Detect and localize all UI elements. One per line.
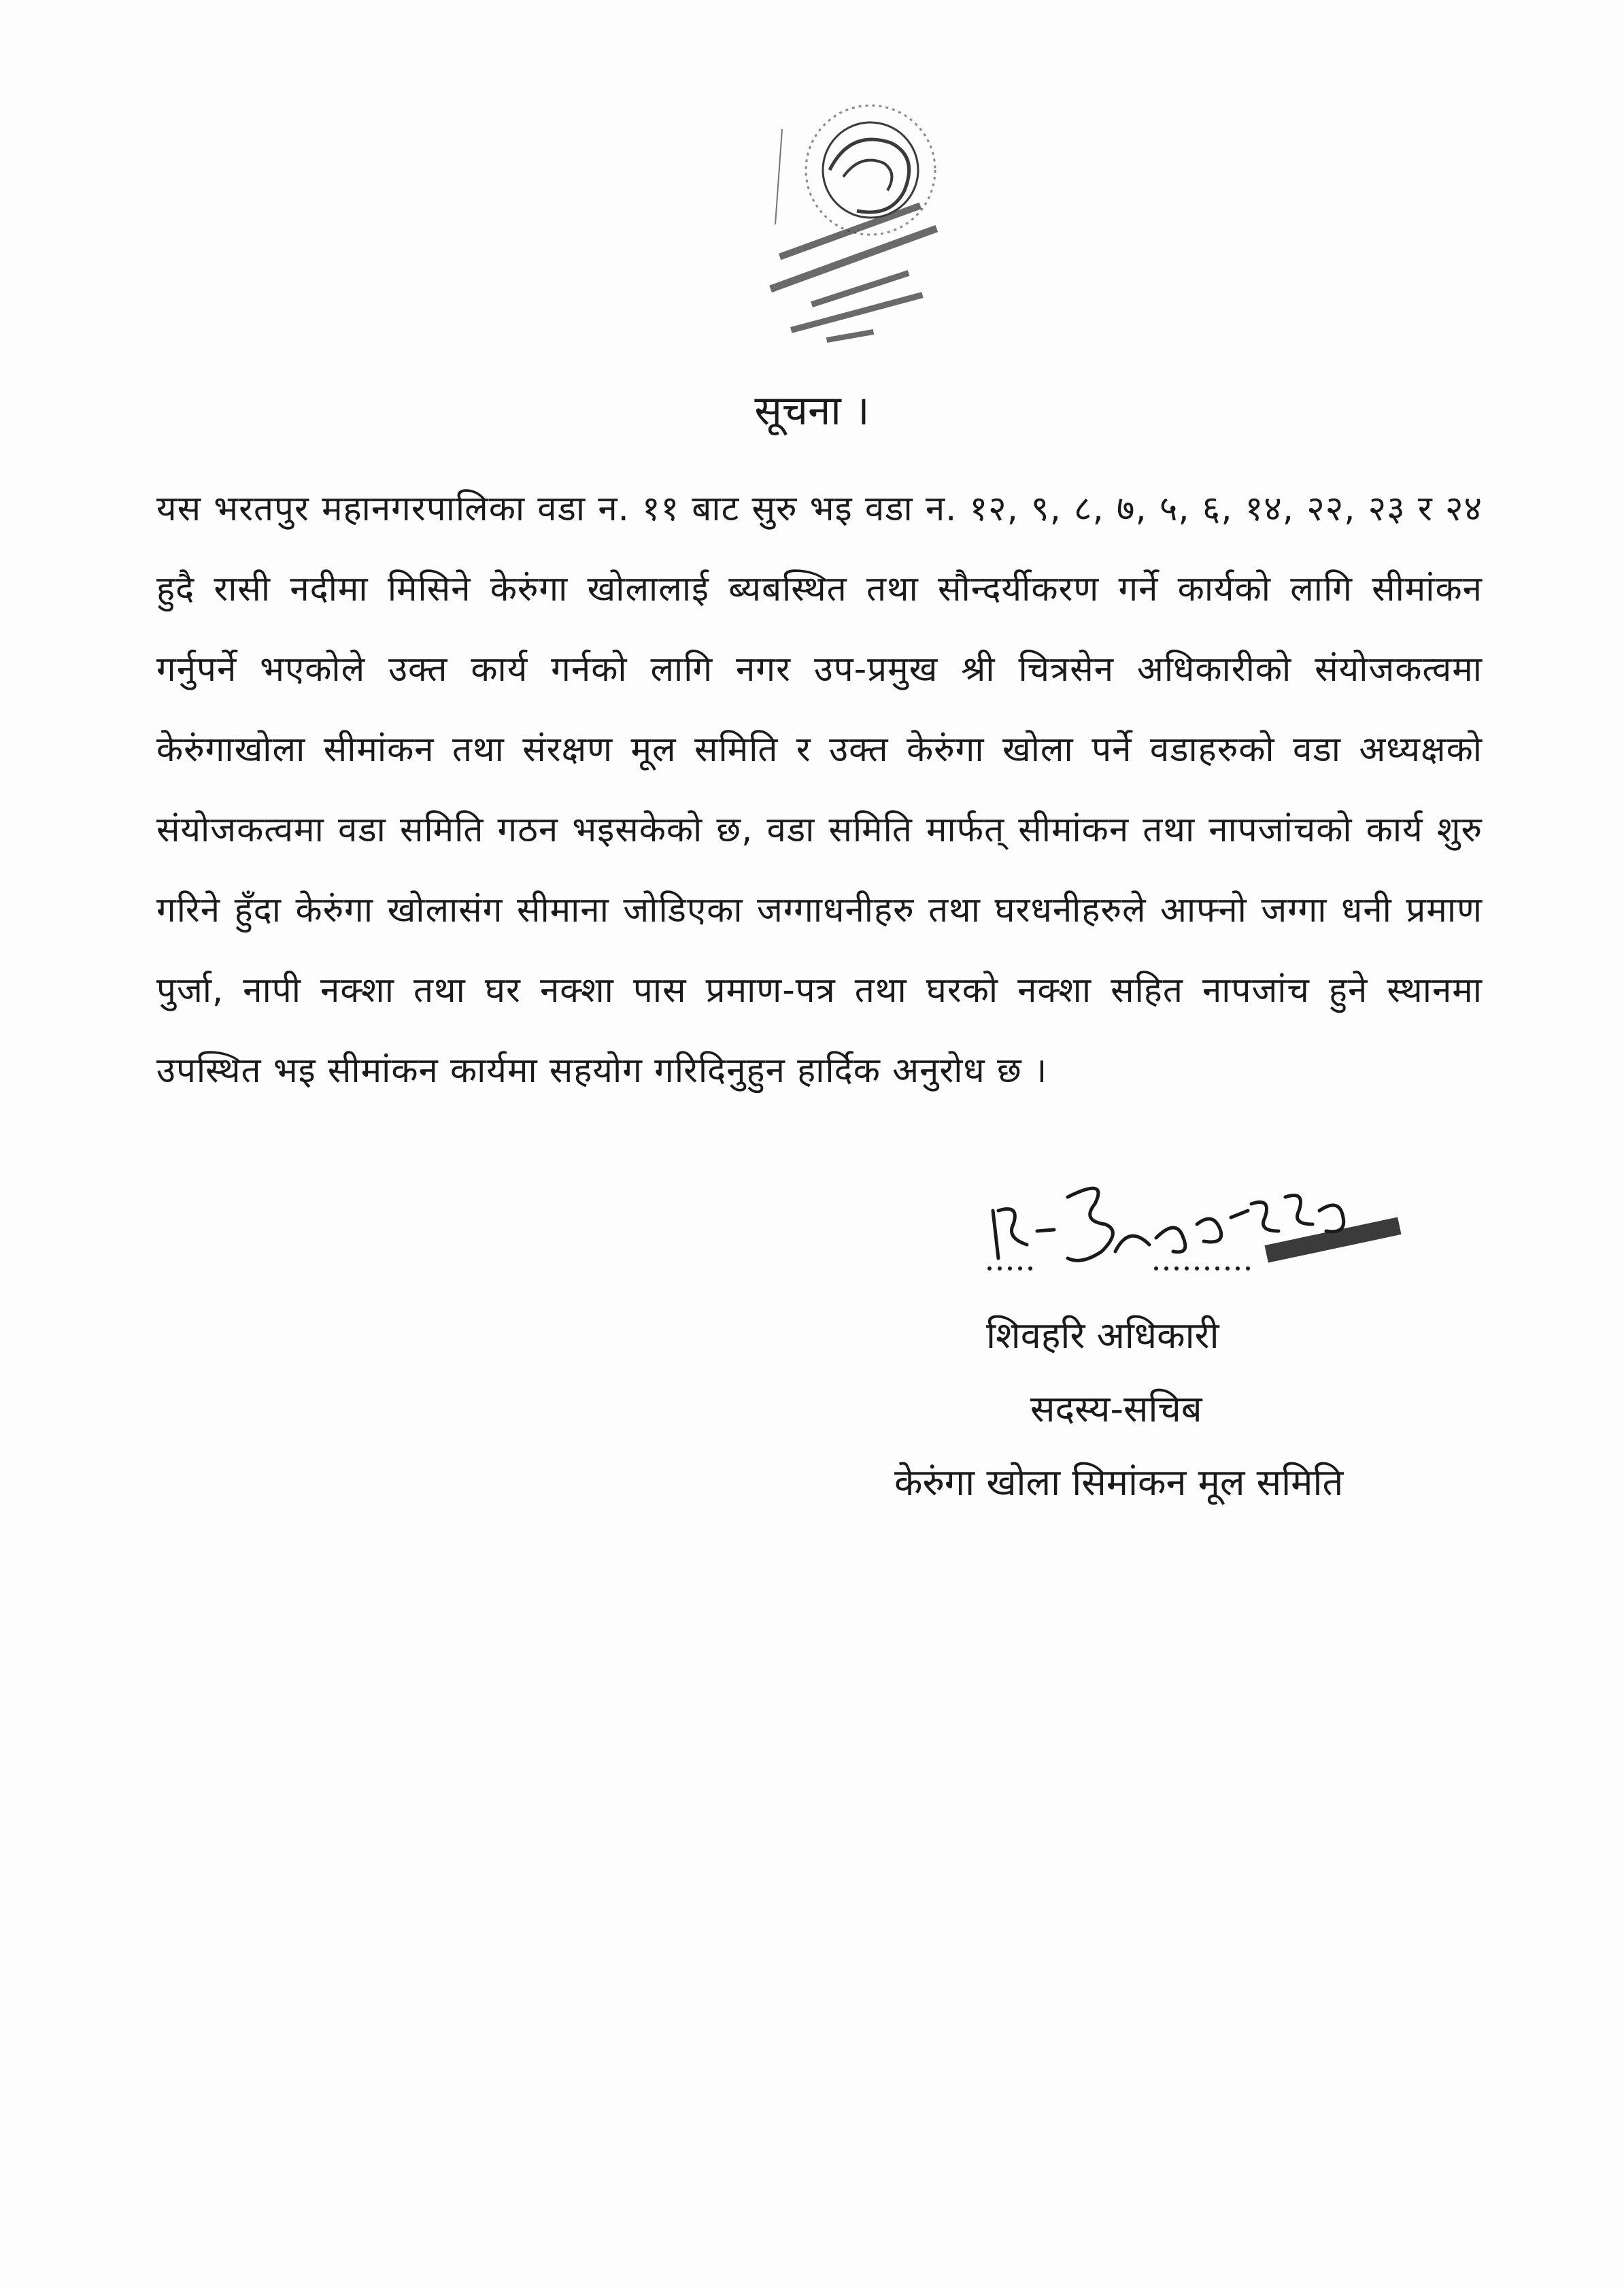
signer-designation: सदस्य-सचिब [1030, 1387, 1202, 1430]
notice-body: यस भरतपुर महानगरपालिका वडा न. ११ बाट सुरु भइ वडा न. १२, ९, ८, ७, ५, ६, १४, २२, २३ र २४ हुदै रासी नदीमा मिसिने केरुंगा खोलालाई ब्यबस्थित तथा सौन्दर्यीकरण गर्ने कार्यको लागि सीमांकन गर्नुपर्ने भएकोले उक्त कार्य गर्नको लागि नगर उप-प्रमुख श्री चित्रसेन अधिकारीको संयोजकत्वमा केरुंगाखोला सीमांकन तथा संरक्षण मूल समिति र उक्त केरुंगा खोला पर्ने वडाहरुको वडा अध्यक्षको संयोजकत्वमा वडा समिति गठन भइसकेको छ, वडा समिति मार्फत् सीमांकन तथा नापजांचको कार्य शुरु गरिने हुँदा केरुंगा खोलासंग सीमाना जोडिएका जग्गाधनीहरु तथा घरधनीहरुले आफ्नो जग्गा धनी प्रमाण पुर्जा, नापी नक्शा तथा घर नक्शा पास प्रमाण-पत्र तथा घरको नक्शा सहित नापजांच हुने स्थानमा उपस्थित भइ सीमांकन कार्यमा सहयोग गरिदिनुहुन हार्दिक अनुरोध छ । [156, 489, 1483, 1091]
handwritten-signature [979, 1156, 1428, 1285]
office-seal-stamp [734, 88, 966, 354]
signer-name: शिवहरि अधिकारी [986, 1314, 1219, 1357]
signer-committee: केरुंगा खोला सिमांकन मूल समिति [894, 1461, 1344, 1504]
signer-block [884, 1299, 1496, 1519]
notice-title: सूचना । [754, 387, 870, 435]
